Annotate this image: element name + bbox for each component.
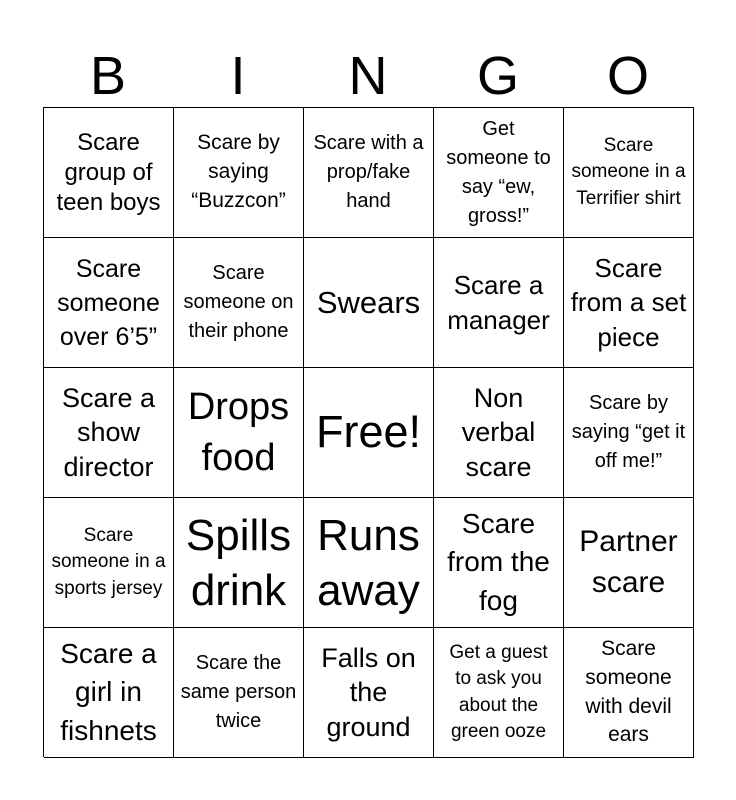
cell-text: Scare the same person twice <box>180 652 297 732</box>
cell-text: Scare from a set piece <box>570 253 687 352</box>
cell-text: Scare a girl in fishnets <box>60 637 157 746</box>
bingo-cell[interactable] <box>44 628 174 758</box>
bingo-cell[interactable] <box>434 628 564 758</box>
bingo-cell[interactable] <box>304 498 434 628</box>
header-letter-o: O <box>606 46 649 106</box>
bingo-cell[interactable] <box>174 368 304 498</box>
cell-text: Scare someone over 6’5” <box>57 254 160 351</box>
cell-text: Scare by saying “Buzzcon” <box>191 131 286 212</box>
cell-text: Scare a manager <box>447 270 550 335</box>
cell-text: Scare someone in a sports jersey <box>51 525 166 599</box>
cell-text: Runs away <box>317 510 420 615</box>
cell-text: Falls on the ground <box>321 643 416 742</box>
cell-text: Swears <box>316 284 421 320</box>
cell-text: Spills drink <box>185 510 292 615</box>
bingo-cell[interactable] <box>174 238 304 368</box>
cell-text: Drops food <box>187 385 290 479</box>
bingo-cell[interactable] <box>434 368 564 498</box>
cell-text: Non verbal scare <box>461 383 536 482</box>
bingo-cell[interactable] <box>434 498 564 628</box>
cell-text: Scare group of teen boys <box>56 128 161 216</box>
bingo-cell[interactable] <box>304 238 434 368</box>
bingo-cell[interactable] <box>174 628 304 758</box>
bingo-cell[interactable] <box>304 108 434 238</box>
cell-text: Scare with a prop/fake hand <box>313 132 424 212</box>
cell-text: Get someone to say “ew, gross!” <box>446 117 551 227</box>
bingo-cell[interactable] <box>564 498 694 628</box>
free-space-cell[interactable] <box>304 368 434 498</box>
bingo-cell[interactable] <box>44 108 174 238</box>
bingo-cell[interactable] <box>564 368 694 498</box>
bingo-cell[interactable] <box>174 108 304 238</box>
bingo-cell[interactable] <box>564 628 694 758</box>
bingo-cell[interactable] <box>44 498 174 628</box>
cell-text: Free! <box>315 406 422 458</box>
header-letter-n: N <box>348 46 388 106</box>
cell-text: Scare by saying “get it off me!” <box>571 392 686 472</box>
bingo-cell[interactable] <box>434 108 564 238</box>
cell-text: Get a guest to ask you about the green ooze <box>449 642 548 742</box>
cell-text: Scare someone on their phone <box>183 262 294 342</box>
header-letter-b: B <box>89 46 127 106</box>
bingo-grid <box>43 107 694 757</box>
bingo-cell[interactable] <box>434 238 564 368</box>
bingo-cell[interactable] <box>174 498 304 628</box>
header-letter-g: G <box>476 46 519 106</box>
cell-text: Scare someone with devil ears <box>585 637 672 747</box>
cell-text: Partner scare <box>579 525 678 599</box>
cell-text: Scare a show director <box>61 383 156 482</box>
header-letter-i: I <box>230 46 246 106</box>
bingo-cell[interactable] <box>304 628 434 758</box>
bingo-cell[interactable] <box>564 238 694 368</box>
cell-text: Scare someone in a Terrifier shirt <box>571 135 686 209</box>
bingo-header <box>43 44 693 108</box>
bingo-cell[interactable] <box>44 238 174 368</box>
cell-text: Scare from the fog <box>447 507 550 616</box>
bingo-cell[interactable] <box>564 108 694 238</box>
bingo-cell[interactable] <box>44 368 174 498</box>
